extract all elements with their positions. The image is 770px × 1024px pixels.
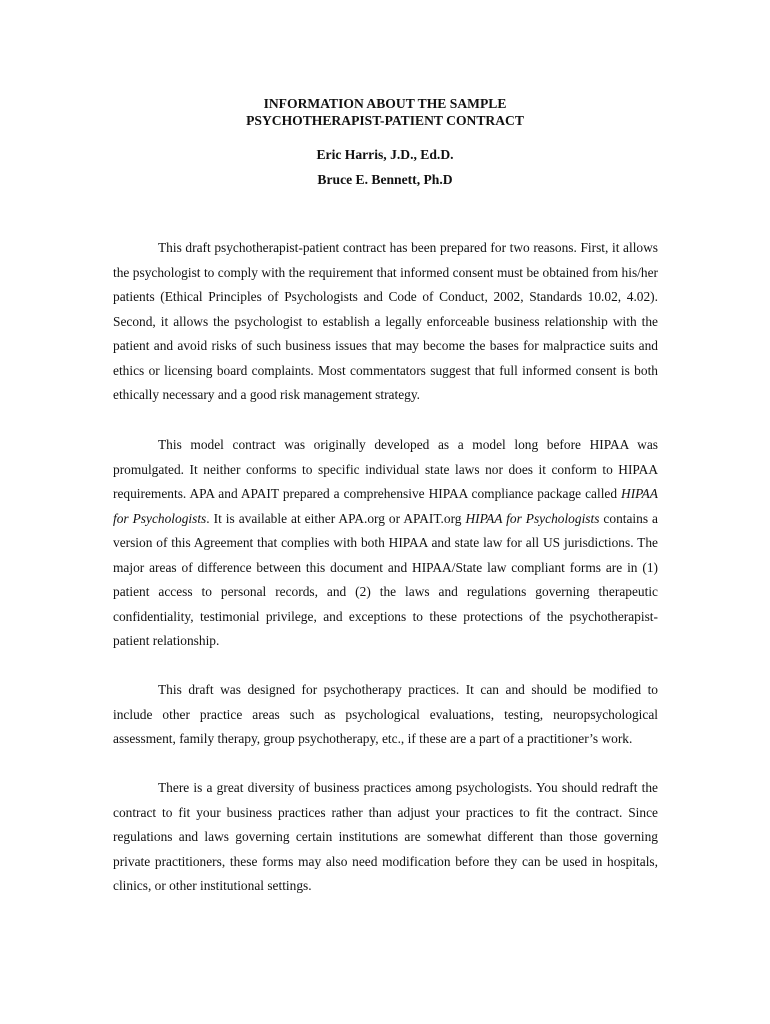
author-name-1: Eric Harris, J.D., Ed.D. bbox=[316, 147, 454, 162]
paragraph-2 bbox=[113, 433, 658, 654]
paragraph-2-italic-title-2: HIPAA for Psychologists bbox=[465, 510, 600, 526]
document-title-line-2: PSYCHOTHERAPIST-PATIENT CONTRACT bbox=[246, 113, 524, 128]
paragraph-3: This draft was designed for psychotherapy practices. It can and should be modified to include other practice areas such as psychological evaluations, testing, neuropsychological assessment, family therapy, group psychotherapy, etc., if these are a part of a practitioner’s work. bbox=[113, 682, 658, 746]
document-title-line-1: INFORMATION ABOUT THE SAMPLE bbox=[263, 96, 507, 111]
paragraph-2-text-b: . It is available at either APA.org or APAIT.org bbox=[206, 510, 466, 526]
paragraph-1: This draft psychotherapist-patient contract has been prepared for two reasons. First, it allows the psychologist to comply with the requirement that informed consent must be obtained from his/her patients (Ethical Principles of Psychologists and Code of Conduct, 2002, Standards 10.02, 4.02). Second, it allows the psychologist to establish a legally enforceable business relationship with the patient and avoid risks of such business issues that may become the bases for malpractice suits and ethics or licensing board complaints. Most commentators suggest that full informed consent is both ethically necessary and a good risk management strategy. bbox=[113, 240, 658, 402]
paragraph-2-italic-title-1: HIPAA for Psychologists bbox=[113, 486, 658, 526]
paragraph-2-text-c: contains a version of this Agreement that complies with both HIPAA and state law for all US jurisdictions. The major areas of difference between this document and HIPAA/State law compliant forms are in (1) patient access to personal records, and (2) the laws and regulations governing therapeutic confidentiality, testimonial privilege, and exceptions to these protections of the psychotherapist-patient relationship. bbox=[113, 510, 658, 648]
paragraph-2-text-a: This model contract was originally developed as a model long before HIPAA was promulgated. It neither conforms to specific individual state laws nor does it conform to HIPAA requirements. APA and APAIT prepared a comprehensive HIPAA compliance package called bbox=[113, 437, 658, 501]
paragraph-4: There is a great diversity of business practices among psychologists. You should redraft the contract to fit your business practices rather than adjust your practices to fit the contract. Since regulations and laws governing certain institutions are somewhat different than those governing private practitioners, these forms may also need modification before they can be used in hospitals, clinics, or other institutional settings. bbox=[113, 780, 658, 893]
author-name-2: Bruce E. Bennett, Ph.D bbox=[317, 172, 453, 187]
